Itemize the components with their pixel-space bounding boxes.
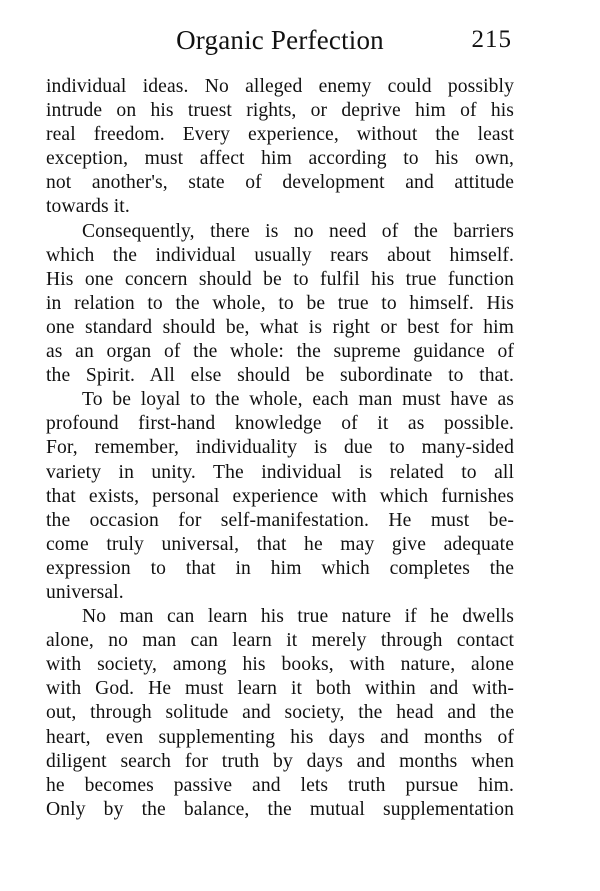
text-line: His one concern should be to fulfil his true function	[46, 268, 514, 290]
text-line: exception, must affect him according to his own,	[46, 148, 514, 170]
chapter-title: Organic Perfection	[176, 25, 384, 55]
text-line: as an organ of the whole: the supreme guidance of	[46, 341, 514, 363]
text-line: in relation to the whole, to be true to himself. His	[46, 292, 514, 314]
text-line: heart, even supplementing his days and months of	[46, 726, 514, 748]
text-line: come truly universal, that he may give adequate	[46, 533, 514, 555]
text-line: expression to that in him which completes the	[46, 557, 514, 579]
text-line: out, through solitude and society, the head and the	[46, 702, 514, 724]
text-line: diligent search for truth by days and months when	[46, 750, 514, 772]
text-line: universal.	[46, 581, 124, 603]
text-line: profound first-hand knowledge of it as possible.	[46, 413, 514, 435]
text-line: No man can learn his true nature if he dwells	[82, 606, 514, 628]
page-number: 215	[471, 26, 512, 53]
text-line: which the individual usually rears about himself.	[46, 244, 514, 266]
text-line: he becomes passive and lets truth pursue him.	[46, 774, 514, 796]
text-line: real freedom. Every experience, without the least	[46, 124, 514, 146]
body-text	[46, 75, 514, 822]
text-line: towards it.	[46, 196, 130, 218]
text-line: that exists, personal experience with which furnishes	[46, 485, 514, 507]
text-line: the occasion for self-manifestation. He must be-	[46, 509, 514, 531]
text-line: To be loyal to the whole, each man must have as	[82, 389, 514, 411]
text-line: with society, among his books, with nature, alone	[46, 654, 514, 676]
text-line: alone, no man can learn it merely through contact	[46, 630, 514, 652]
text-line: intrude on his truest rights, or deprive him of his	[46, 100, 514, 122]
text-line: not another's, state of development and attitude	[46, 172, 514, 194]
text-line: For, remember, individuality is due to many-sided	[46, 437, 514, 459]
text-line: Only by the balance, the mutual supplementation	[46, 798, 514, 820]
text-line: the Spirit. All else should be subordinate to that.	[46, 365, 514, 387]
text-line: with God. He must learn it both within and with-	[46, 678, 514, 700]
text-line: one standard should be, what is right or best for him	[46, 316, 514, 338]
text-line: individual ideas. No alleged enemy could possibly	[46, 76, 514, 97]
running-header	[46, 22, 514, 58]
text-line: variety in unity. The individual is related to all	[46, 461, 514, 483]
text-line: Consequently, there is no need of the barriers	[82, 220, 514, 242]
